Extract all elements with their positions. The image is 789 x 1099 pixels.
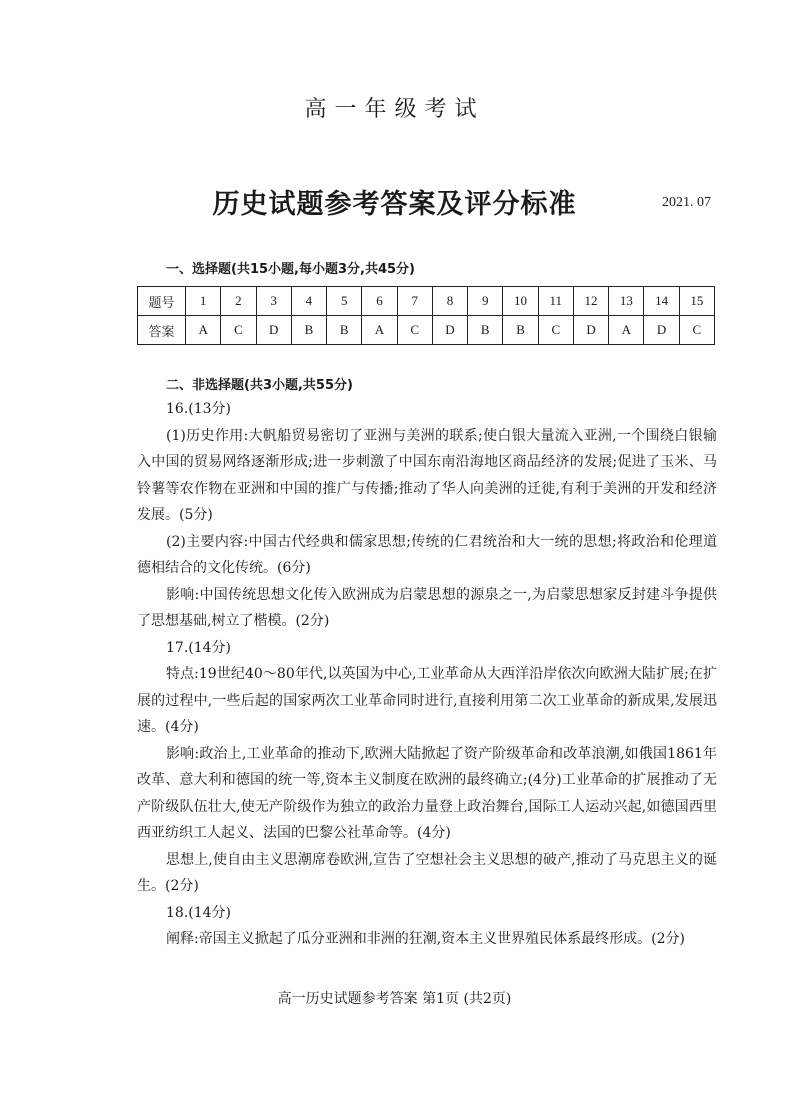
answer-cell: B: [503, 316, 538, 345]
q18-explanation: 阐释:帝国主义掀起了瓜分亚洲和非洲的狂潮,资本主义世界殖民体系最终形成。(2分): [166, 931, 685, 947]
answer-body: [137, 396, 717, 953]
question-number-cell: 14: [644, 287, 679, 316]
question-number-cell: 12: [573, 287, 608, 316]
answer-cell: B: [291, 316, 326, 345]
question-number-cell: 3: [256, 287, 291, 316]
section1-title: 一、选择题(共15小题,每小题3分,共45分): [166, 262, 415, 277]
answer-cell: D: [644, 316, 679, 345]
q17-heading: 17.(14分): [166, 639, 232, 656]
exam-date: 2021. 07: [662, 195, 711, 210]
question-number-cell: 4: [291, 287, 326, 316]
q16-influence: 影响:中国传统思想文化传入欧洲成为启蒙思想的源泉之一,为启蒙思想家反封建斗争提供了思想基础,树立了楷模。(2分): [137, 586, 717, 629]
answer-cell: D: [256, 316, 291, 345]
question-number-cell: 2: [221, 287, 256, 316]
answer-table: [137, 286, 715, 345]
question-number-cell: 15: [679, 287, 714, 316]
answer-cell: A: [609, 316, 644, 345]
answer-cell: B: [327, 316, 362, 345]
question-number-cell: 11: [538, 287, 573, 316]
answer-cell: C: [679, 316, 714, 345]
answer-cell: C: [221, 316, 256, 345]
answer-cell: A: [186, 316, 221, 345]
answer-cell: A: [362, 316, 397, 345]
number-row: [138, 287, 715, 316]
answer-row: [138, 316, 715, 345]
page-footer: 高一历史试题参考答案 第1页 (共2页): [277, 991, 512, 1007]
q16-heading: 16.(13分): [166, 401, 232, 417]
q16-part1: (1)历史作用:大帆船贸易密切了亚洲与美洲的联系;使白银大量流入亚洲,一个围绕白银输入中国的贸易网络逐渐形成;进一步刺激了中国东南沿海地区商品经济的发展;促进了玉米、马铃薯等农作物在亚洲和中国的推广与传播;推动了华人向美洲的迁徙,有利于美洲的开发和经济发展。(5分): [137, 427, 717, 523]
question-number-cell: 9: [468, 287, 503, 316]
question-number-cell: 10: [503, 287, 538, 316]
answer-cell: C: [538, 316, 573, 345]
question-number-cell: 1: [186, 287, 221, 316]
q17-ideology: 思想上,使自由主义思潮席卷欧洲,宣告了空想社会主义思想的破产,推动了马克思主义的诞生。(2分): [137, 851, 717, 894]
q17-features: 特点:19世纪40～80年代,以英国为中心,工业革命从大西洋沿岸依次向欧洲大陆扩展;在扩展的过程中,一些后起的国家两次工业革命同时进行,直接利用第二次工业革命的新成果,发展迅速。(4分): [137, 666, 717, 735]
q18-heading: 18.(14分): [166, 904, 232, 921]
exam-title: 高一年级考试: [304, 97, 485, 122]
answer-cell: C: [397, 316, 432, 345]
answer-cell: D: [573, 316, 608, 345]
section2-title: 二、非选择题(共3小题,共55分): [166, 378, 353, 393]
q16-part2: (2)主要内容:中国古代经典和儒家思想;传统的仁君统治和大一统的思想;将政治和伦理道德相结合的文化传统。(6分): [137, 533, 717, 576]
answer-cell: B: [468, 316, 503, 345]
question-number-cell: 5: [327, 287, 362, 316]
main-title: 历史试题参考答案及评分标准: [212, 189, 577, 220]
question-number-cell: 13: [609, 287, 644, 316]
number-row-label: 题号: [138, 287, 186, 316]
answer-cell: D: [432, 316, 467, 345]
question-number-cell: 8: [432, 287, 467, 316]
question-number-cell: 6: [362, 287, 397, 316]
q17-influence: 影响:政治上,工业革命的推动下,欧洲大陆掀起了资产阶级革命和改革浪潮,如俄国1861年改革、意大利和德国的统一等,资本主义制度在欧洲的最终确立;(4分)工业革命的扩展推动了无产阶级队伍壮大,使无产阶级作为独立的政治力量登上政治舞台,国际工人运动兴起,如德国西里西亚纺织工人起义、法国的巴黎公社革命等。(4分): [137, 745, 717, 841]
question-number-cell: 7: [397, 287, 432, 316]
answer-row-label: 答案: [138, 316, 186, 345]
